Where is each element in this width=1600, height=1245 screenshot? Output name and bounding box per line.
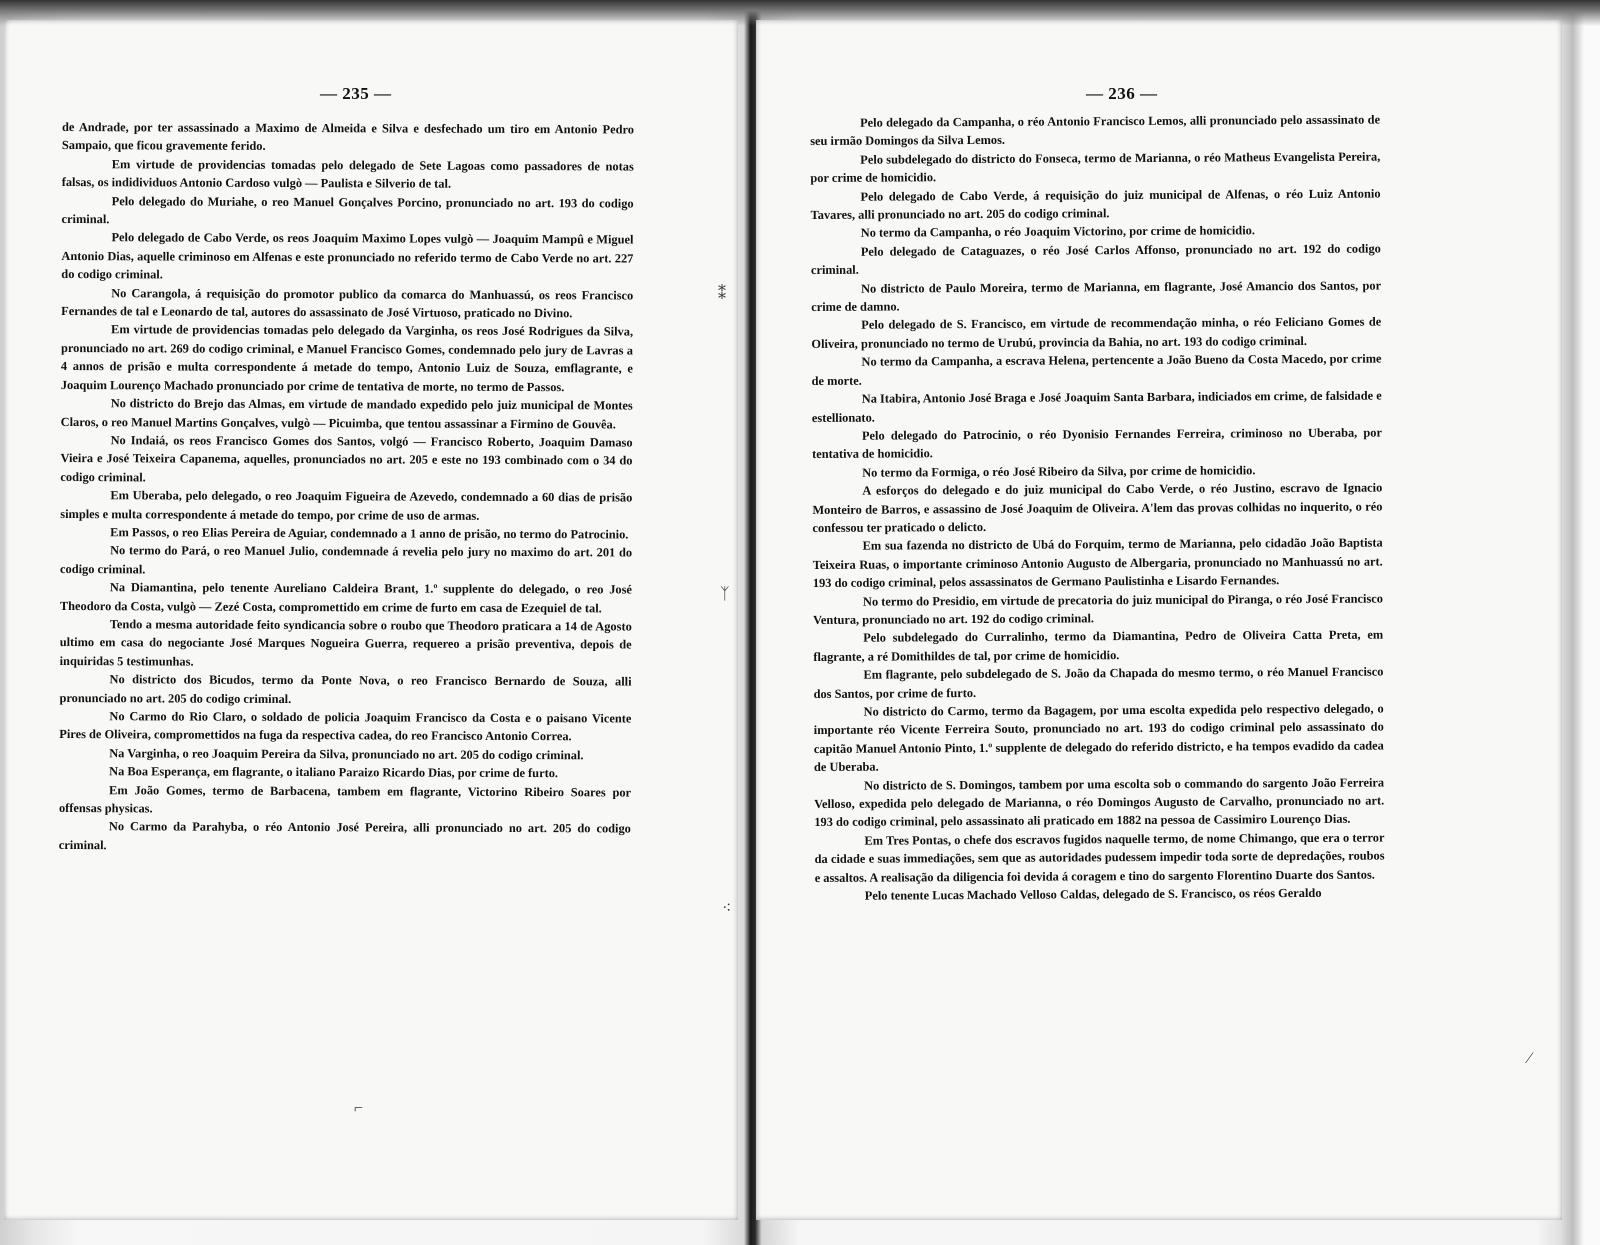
left-page <box>4 20 738 1220</box>
paragraph: Em Uberaba, pelo delegado, o reo Joaquim Figueira de Azevedo, condemnado a 60 dias de prisão simples e multa correspondente á metade do tempo, por crime de uso de armas. <box>60 488 633 523</box>
paragraph: Na Boa Esperança, em flagrante, o italiano Paraizo Ricardo Dias, por crime de furto. <box>109 764 559 781</box>
gutter-mark: ⁑ <box>718 286 726 303</box>
paragraph: Pelo delegado de Cabo Verde, á requisição do juiz municipal de Alfenas, o réo Luiz Antonio Tavares, alli pronunciado no art. 205 do codigo criminal. <box>810 186 1381 223</box>
paragraph: No termo do Pará, o reo Manuel Julio, condemnade á revelia pelo jury no maximo do art. 201 do codigo criminal. <box>60 543 633 577</box>
paragraph: Pelo delegado da Campanha, o réo Antonio Francisco Lemos, alli pronunciado pelo assassinato de seu irmão Domingos da Silva Lemos. <box>810 112 1381 149</box>
page-number: — 236 — <box>1086 84 1158 103</box>
stray-mark: ⌐ <box>354 1100 364 1117</box>
paragraph: No termo da Campanha, o réo Joaquim Victorino, por crime de homicidio. <box>860 223 1255 241</box>
paragraph: No districto de Paulo Moreira, termo de Marianna, em flagrante, José Amancio dos Santos, por crime de damno. <box>811 278 1382 315</box>
paragraph: No Carangola, á requisição do promotor publico da comarca do Manhuassú, os reos Francisco Fernandes de tal e Leonardo de tal, autores do assassinato de José Virtuoso, praticado no Divino. <box>61 285 634 321</box>
paragraph: Tendo a mesma autoridade feito syndicancia sobre o roubo que Theodoro praticara a 14 de Agosto ultimo em casa do negociante José Marques Nogueira Guerra, requereo a prisão preventiva, depois de inquiridas 5 testimunhas. <box>59 617 632 669</box>
page-text <box>810 111 1385 906</box>
paragraph: Pelo subdelegado do districto do Fonseca, termo de Marianna, o réo Matheus Evangelista Pereira, por crime de homicidio. <box>810 149 1381 186</box>
paragraph: Pelo delegado de Cabo Verde, os reos Joaquim Maximo Lopes vulgò — Joaquim Mampû e Miguel Antonio Dias, aquelle criminoso em Alfenas e este pronunciado no referido termo de Cabo Verde no art. 227 do codigo criminal. <box>61 230 634 282</box>
paragraph: No termo da Campanha, a escrava Helena, pertencente a João Bueno da Costa Macedo, por crime de morte. <box>811 351 1382 388</box>
paragraph: No districto dos Bicudos, termo da Ponte Nova, o reo Francisco Bernardo de Souza, alli pronunciado no art. 205 do codigo criminal. <box>59 672 632 706</box>
paragraph: Em flagrante, pelo subdelegado de S. João da Chapada do mesmo termo, o réo Manuel Francisco dos Santos, por crime de furto. <box>813 664 1384 701</box>
paragraph: Em sua fazenda no districto de Ubá do Forquim, termo de Marianna, pelo cidadão João Baptista Teixeira Ruas, o importante criminoso Antonio Augusto de Albergaria, pronunciado no Manhuassú no art. 193 do codigo criminal, pelos assassinatos de Germano Paulistinha e Lisardo Fernandes. <box>812 535 1383 591</box>
paragraph: No Indaiá, os reos Francisco Gomes dos Santos, volgó — Francisco Roberto, Joaquim Damaso Vieira e José Teixeira Capanema, aquelles, pronunciados no art. 205 e este no 193 combinado com o 34 do codigo criminal. <box>60 433 633 485</box>
paragraph: No termo da Formiga, o réo José Ribeiro da Silva, por crime de homicidio. <box>862 463 1256 480</box>
paragraph: Pelo delegado do Patrocinio, o réo Dyonisio Fernandes Ferreira, criminoso no Uberaba, por tentativa de homicidio. <box>812 425 1382 462</box>
paragraph: de Andrade, por ter assassinado a Maximo de Almeida e Silva e desfechado um tiro em Antonio Pedro Sampaio, que ficou gravemente ferido. <box>61 119 634 154</box>
paragraph: Em Tres Pontas, o chefe dos escravos fugidos naquelle termo, de nome Chimango, que era o terror da cidade e suas immediações, sem que as autoridades pudessem impedir toda sorte de depredações, roubos e assaltos. A realisação da diligencia foi devida á coragem e tino do sargento Florentino Duarte dos Santos. <box>814 830 1385 885</box>
paragraph: Pelo delegado de Cataguazes, o réo José Carlos Affonso, pronunciado no art. 192 do codigo criminal. <box>810 241 1381 278</box>
paragraph: A esforços do delegado e do juiz municipal do Cabo Verde, o réo Justino, escravo de Ignacio Monteiro de Barros, e assassino de José Joaquim de Oliveira. A'lem das provas colhidas no inquerito, o réo confessou ter praticado o delicto. <box>812 480 1383 535</box>
paragraph: Na Itabira, Antonio José Braga e José Joaquim Santa Barbara, indiciados em crime, de falsidade e estellionato. <box>811 388 1382 425</box>
paragraph: Em Passos, o reo Elias Pereira de Aguiar, condemnado a 1 anno de prisão, no termo do Patrocinio. <box>110 525 629 542</box>
paragraph: No districto de S. Domingos, tambem por uma escolta sob o commando do sargento João Ferreira Velloso, expedida pelo delegado de Marianna, o réo Domingos Augusto de Carvalho, pronunciado no art. 193 do codigo criminal, pelo assassinato ali praticado em 1882 na pessoa de Cassimiro Lourenço Dias. <box>814 775 1385 830</box>
page-text <box>59 118 634 857</box>
paragraph: Na Diamantina, pelo tenente Aureliano Caldeira Brant, 1.º supplente do delegado, o reo José Theodoro da Costa, vulgò — Zezé Costa, compromettido em crime de furto em casa de Ezequiel de tal. <box>59 580 632 615</box>
right-page <box>756 20 1562 1220</box>
page-number: — 235 — <box>320 84 392 103</box>
paragraph: No Carmo do Rio Claro, o soldado de policia Joaquim Francisco da Costa e o paisano Vicente Pires de Oliveira, compromettidos na fuga da respectiva cadea, do reo Francisco Antonio Correa. <box>59 709 632 744</box>
stray-mark: ⁄ <box>1528 1050 1531 1067</box>
paragraph: No Carmo da Parahyba, o réo Antonio José Pereira, alli pronunciado no art. 205 do codigo criminal. <box>58 819 631 853</box>
paragraph: Em virtude de providencias tomadas pelo delegado da Varginha, os reos José Rodrigues da Silva, pronunciado no art. 269 do codigo criminal, e Manuel Francisco Gomes, condemnado pelo jury de Lavras a 4 annos de prisão e multa correspondente á metade do tempo, Antonio Luiz de Souza, emflagrante, e Joaquim Lourenço Machado pronunciado por crime de tentativa de morte, no termo de Passos. <box>60 322 634 394</box>
paragraph: Pelo subdelegado do Curralinho, termo da Diamantina, Pedro de Oliveira Catta Preta, em flagrante, a ré Domithildes de tal, por crime de homicidio. <box>813 627 1384 664</box>
paragraph: Pelo delegado do Muriahe, o reo Manuel Gonçalves Porcino, pronunciado no art. 193 do codigo criminal. <box>61 193 634 227</box>
gutter-mark: ⁖ <box>722 900 732 917</box>
paragraph: Na Varginha, o reo Joaquim Pereira da Silva, pronunciado no art. 205 do codigo criminal. <box>109 746 584 763</box>
paragraph: Em virtude de providencias tomadas pelo delegado de Sete Lagoas como passadores de notas falsas, os indidividuos Antonio Cardoso vulgò — Paulista e Silverio de tal. <box>61 157 634 191</box>
paragraph: No termo do Presidio, em virtude de precatoria do juiz municipal do Piranga, o réo José Francisco Ventura, pronunciado no art. 192 do codigo criminal. <box>813 591 1384 627</box>
paragraph: Em João Gomes, termo de Barbacena, tambem em flagrante, Victorino Ribeiro Soares por offensas physicas. <box>58 782 632 816</box>
paragraph: No districto do Carmo, termo da Bagagem, por uma escolta expedida pelo respectivo delegado, o importante réo Vicente Ferreira Souto, pronunciado no art. 193 do codigo criminal pelo assassinato do capitão Manuel Antonio Pinto, 1.º supplente de delegado do referido districto, e ha tempos evadido da cadea de Uberaba. <box>813 701 1384 775</box>
paragraph: Pelo tenente Lucas Machado Velloso Caldas, delegado de S. Francisco, os réos Geraldo <box>864 885 1322 903</box>
paragraph: Pelo delegado de S. Francisco, em virtude de recommendação minha, o réo Feliciano Gomes de Oliveira, pronunciado no termo de Urubú, provincia da Bahia, no art. 193 do codigo criminal. <box>811 314 1382 351</box>
gutter-mark: ᛉ <box>720 586 730 603</box>
paragraph: No districto do Brejo das Almas, em virtude de mandado expedido pelo juiz municipal de Montes Claros, o reo Manuel Martins Gonçalves, vulgò — Picuimba, que tentou assassinar a Firmino de Gouvêa. <box>60 396 633 431</box>
